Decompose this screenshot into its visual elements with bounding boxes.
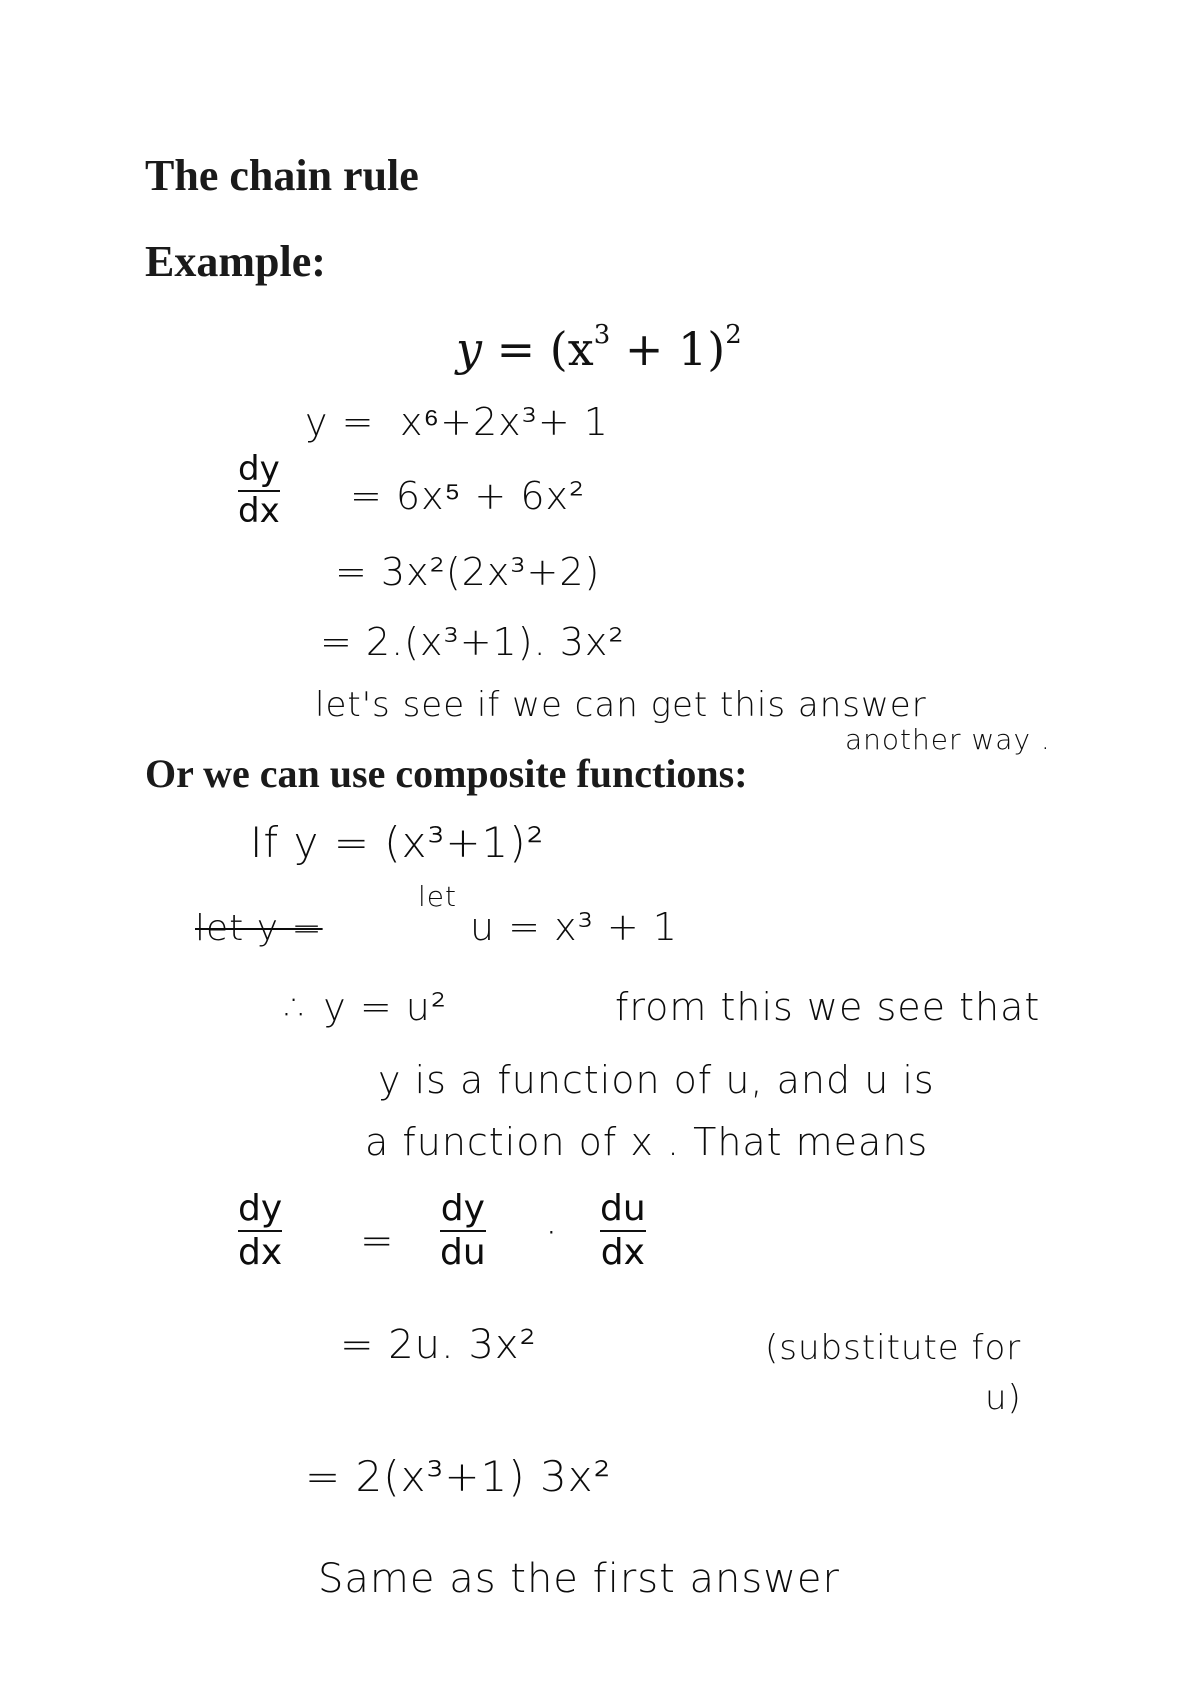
fraction-denominator: dx <box>600 1231 645 1273</box>
let-word: let <box>418 880 457 913</box>
struck-out-text: let y = <box>195 908 323 949</box>
multiplication-dot: · <box>545 1210 559 1256</box>
equation-base: (x <box>549 322 594 376</box>
equation-outer-exponent: 2 <box>725 320 742 350</box>
substitute-note-line-1: (substitute for <box>765 1328 1022 1368</box>
fraction-du-dx <box>600 1190 646 1272</box>
fraction-denominator: du <box>440 1231 486 1273</box>
therefore-line: ∴ y = u² <box>285 985 448 1029</box>
equation-rest: + 1) <box>610 322 726 376</box>
expansion-line-3: = 3x²(2x³+2) <box>335 550 601 594</box>
composite-heading: Or we can use composite functions: <box>145 751 748 796</box>
chain-step-1: = 2u. 3x² <box>340 1322 537 1368</box>
conclusion: Same as the first answer <box>318 1556 840 1602</box>
expansion-line-4: = 2.(x³+1). 3x² <box>320 620 625 664</box>
handwritten-note-line-1: let's see if we can get this answer <box>315 685 927 725</box>
explanation-line-2: y is a function of u, and u is <box>378 1058 935 1102</box>
fraction-numerator: dy <box>238 449 280 489</box>
fraction-numerator: du <box>600 1188 646 1229</box>
derivative-fraction-1 <box>238 449 280 531</box>
substitute-note-line-2: u) <box>985 1378 1022 1418</box>
u-definition: u = x³ + 1 <box>470 905 678 949</box>
fraction-denominator: dx <box>238 1231 283 1273</box>
page-title: The chain rule <box>145 151 419 200</box>
handwritten-note-line-2: another way . <box>845 723 1051 756</box>
equation-inner-exponent: 3 <box>593 320 611 350</box>
equation-equals: = <box>496 322 536 376</box>
expansion-line-1-lhs: y = <box>305 400 375 444</box>
if-line: If y = (x³+1)² <box>250 818 545 867</box>
fraction-numerator: dy <box>440 1188 485 1229</box>
explanation-line-1: from this we see that <box>615 985 1041 1029</box>
expansion-line-2: = 6x⁵ + 6x² <box>350 474 586 518</box>
expansion-line-1-rhs: x⁶+2x³+ 1 <box>400 400 609 444</box>
chain-equals-sign: = <box>360 1218 395 1264</box>
equation-lhs: y <box>456 322 482 376</box>
chain-step-2: = 2(x³+1) 3x² <box>305 1452 612 1501</box>
explanation-line-3: a function of x . That means <box>365 1120 929 1164</box>
fraction-dy-du <box>440 1190 486 1272</box>
fraction-dy-dx <box>238 1190 282 1272</box>
main-equation <box>456 322 742 376</box>
fraction-numerator: dy <box>238 1188 283 1229</box>
example-label: Example: <box>145 237 326 286</box>
fraction-denominator: dx <box>238 490 280 531</box>
